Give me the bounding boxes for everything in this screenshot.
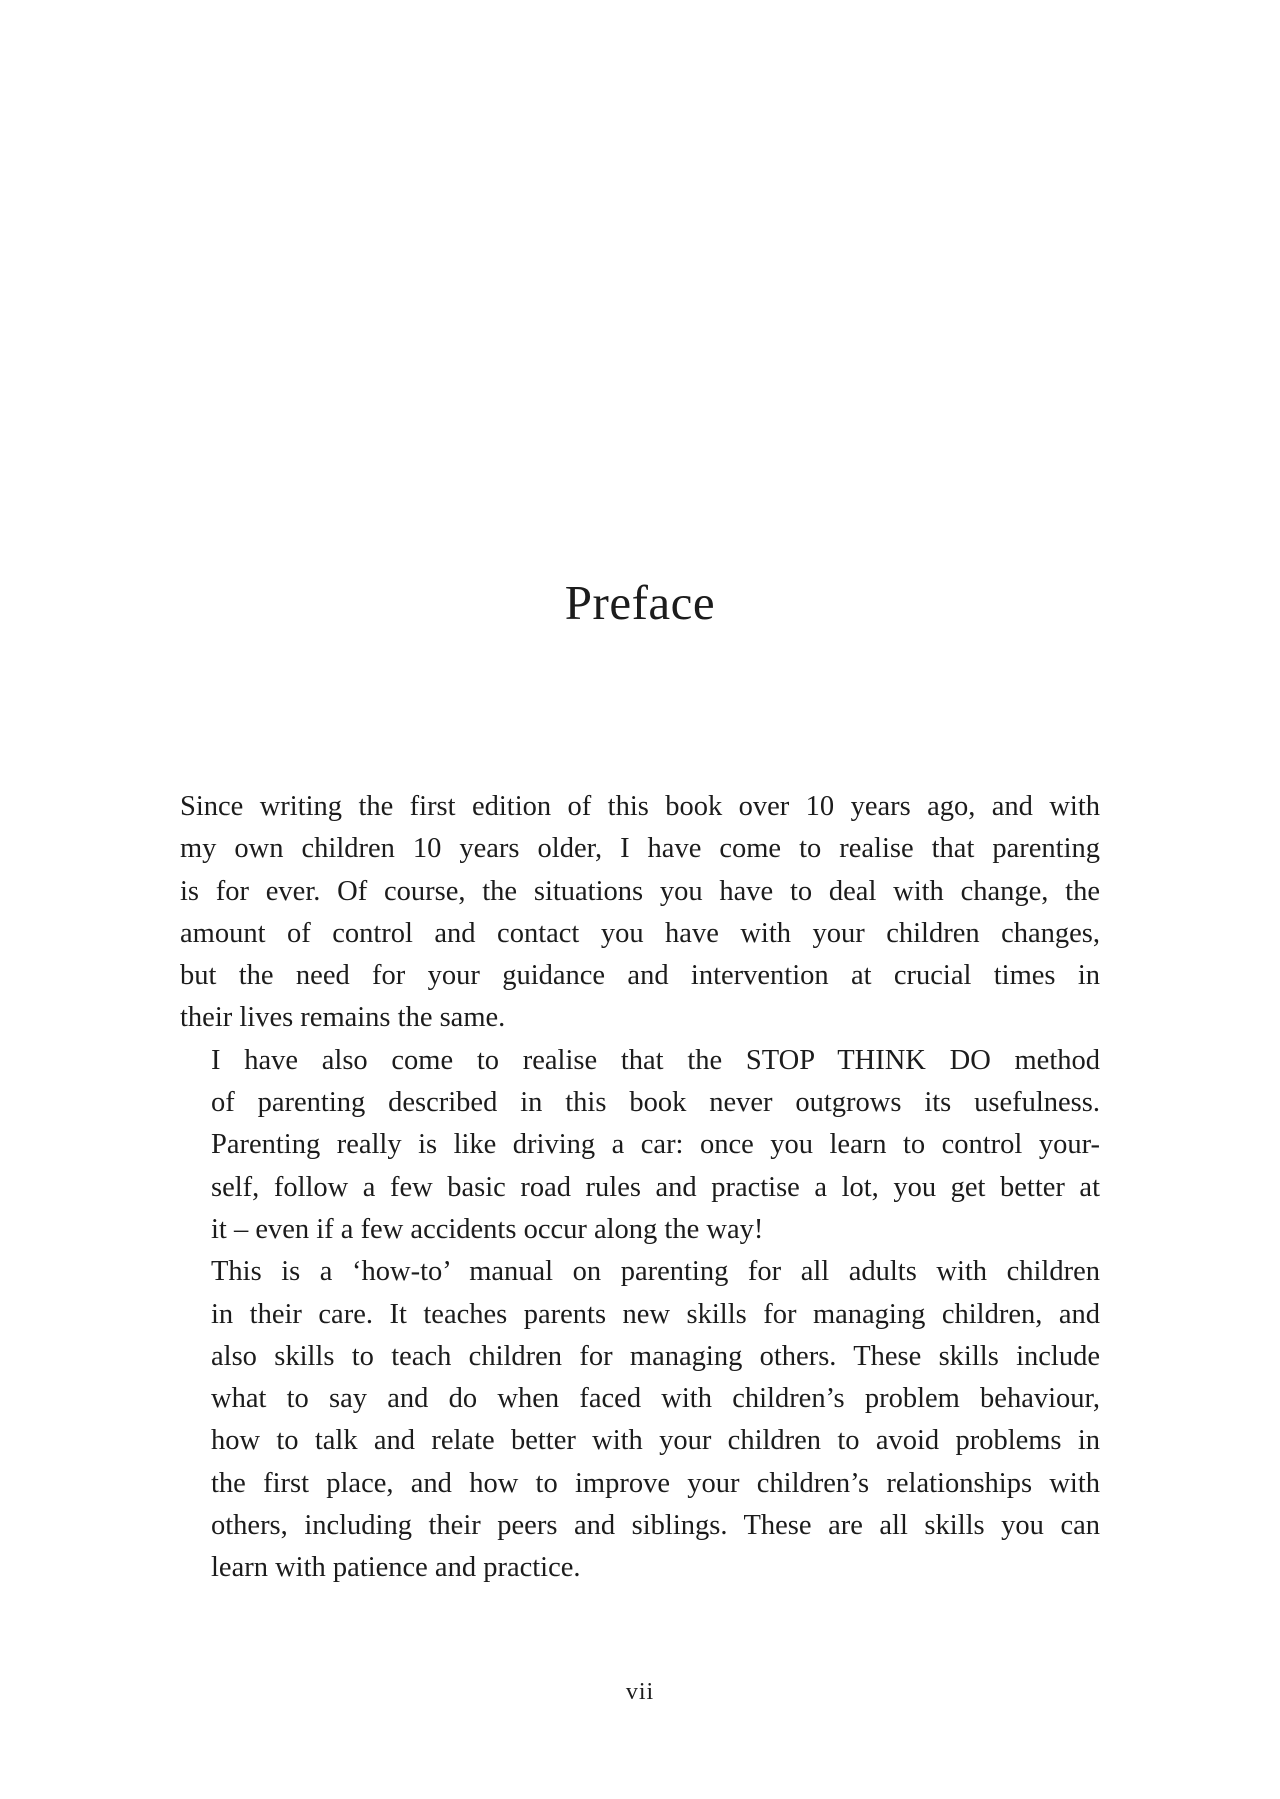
page-title: Preface [564,575,716,630]
text-line: what to say and do when faced with children’s problem behaviour, [211,1383,1100,1415]
text-line: in their care. It teaches parents new skills for managing children, and [211,1298,1100,1330]
text-line: others, including their peers and siblings. These are all skills you can [211,1510,1100,1542]
text-line: self, follow a few basic road rules and practise a lot, you get better at [211,1171,1100,1203]
text-line: I have also come to realise that the STOP THINK DO method [211,1044,1100,1076]
text-line: Parenting really is like driving a car: once you learn to control your- [211,1129,1100,1161]
text-line: This is a ‘how-to’ manual on parenting for all adults with children [211,1256,1100,1288]
text-line: Since writing the first edition of this book over 10 years ago, and with [180,791,1100,822]
page-number: vii [625,1679,655,1705]
text-line: learn with patience and practice. [211,1552,581,1584]
paragraph-2 [180,1040,1100,1251]
text-line: is for ever. Of course, the situations you have to deal with change, the [180,875,1100,907]
text-line: my own children 10 years older, I have come to realise that parenting [180,833,1100,865]
text-line: of parenting described in this book never outgrows its usefulness. [211,1087,1100,1119]
preface-body [180,786,1100,1590]
text-line: how to talk and relate better with your children to avoid problems in [211,1425,1100,1457]
text-line: their lives remains the same. [180,1002,506,1034]
text-line: it – even if a few accidents occur along the way! [211,1213,764,1245]
text-line: amount of control and contact you have with your children changes, [180,917,1100,949]
text-line: also skills to teach children for managing others. These skills include [211,1340,1100,1372]
paragraph-3 [180,1251,1100,1589]
text-line: but the need for your guidance and intervention at crucial times in [180,960,1100,992]
paragraph-1 [180,786,1100,1040]
text-line: the first place, and how to improve your children’s relationships with [211,1467,1100,1499]
